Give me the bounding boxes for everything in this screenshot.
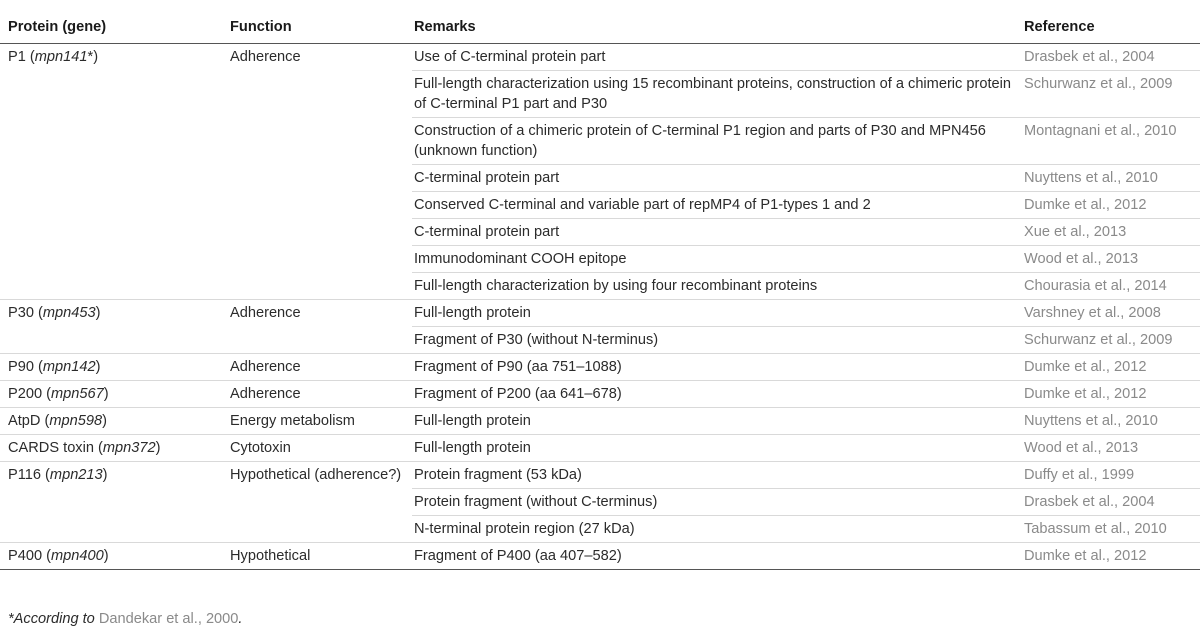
cell-function (222, 219, 412, 246)
cell-reference-link[interactable]: Nuyttens et al., 2010 (1024, 408, 1200, 435)
cell-protein (0, 165, 222, 192)
cell-function (222, 71, 412, 118)
table-row (0, 435, 1200, 462)
footnote-suffix: . (238, 611, 243, 627)
cell-function (222, 165, 412, 192)
cell-function: Hypothetical (222, 543, 412, 570)
cell-protein (0, 246, 222, 273)
table-row (0, 543, 1200, 570)
table-row (0, 462, 1200, 489)
cell-protein (0, 489, 222, 516)
header-reference: Reference (1024, 10, 1200, 44)
cell-protein (0, 273, 222, 300)
cell-remarks: Fragment of P90 (aa 751–1088) (412, 354, 1024, 381)
protein-name: P30 ( (8, 305, 43, 321)
table-row (0, 327, 1200, 354)
table-row (0, 71, 1200, 118)
cell-remarks: Full-length characterization using 15 recombinant proteins, construction of a chimeric protein of C-terminal P1 part and P30 (412, 71, 1024, 118)
table-row (0, 44, 1200, 71)
cell-protein (0, 300, 222, 327)
cell-reference-link[interactable]: Duffy et al., 1999 (1024, 462, 1200, 489)
cell-protein (0, 44, 222, 71)
table-row (0, 273, 1200, 300)
protein-suffix: ) (102, 467, 108, 483)
cell-reference-link[interactable]: Nuyttens et al., 2010 (1024, 165, 1200, 192)
cell-reference-link[interactable]: Xue et al., 2013 (1024, 219, 1200, 246)
cell-function (222, 118, 412, 165)
cell-function: Adherence (222, 381, 412, 408)
cell-remarks: Full-length protein (412, 435, 1024, 462)
cell-function: Adherence (230, 305, 301, 321)
cell-protein (0, 219, 222, 246)
table-row (0, 192, 1200, 219)
cell-remarks: Protein fragment (without C-terminus) (412, 489, 1024, 516)
cell-remarks: C-terminal protein part (412, 219, 1024, 246)
protein-name: AtpD ( (8, 413, 50, 429)
cell-protein (0, 381, 222, 408)
cell-remarks: Fragment of P200 (aa 641–678) (412, 381, 1024, 408)
table-row (0, 489, 1200, 516)
table-row (0, 408, 1200, 435)
header-function: Function (222, 10, 412, 44)
protein-suffix: ) (102, 413, 107, 429)
gene-name: mpn453 (42, 305, 96, 321)
cell-remarks: Full-length characterization by using four recombinant proteins (412, 273, 1024, 300)
cell-remarks: Full-length protein (412, 300, 1024, 327)
cell-function: Adherence (230, 49, 301, 65)
gene-name: mpn142 (42, 359, 96, 375)
table-row (0, 165, 1200, 192)
cell-function (222, 516, 412, 543)
cell-reference-link[interactable]: Montagnani et al., 2010 (1024, 118, 1200, 165)
cell-remarks: Construction of a chimeric protein of C-terminal P1 region and parts of P30 and MPN456 (unknown function) (412, 118, 1024, 165)
protein-suffix: ) (95, 305, 101, 321)
cell-protein (0, 71, 222, 118)
protein-suffix: *) (87, 49, 99, 65)
footnote-prefix: *According to (8, 611, 99, 627)
cell-remarks: C-terminal protein part (412, 165, 1024, 192)
cell-remarks: Fragment of P400 (aa 407–582) (412, 543, 1024, 570)
cell-function (222, 246, 412, 273)
protein-name: P116 ( (8, 467, 50, 483)
cell-remarks: Full-length protein (412, 408, 1024, 435)
cell-protein (0, 408, 222, 435)
protein-name: P400 ( (8, 548, 51, 564)
gene-name: mpn372 (102, 440, 156, 456)
gene-name: mpn213 (49, 467, 103, 483)
cell-remarks: Conserved C-terminal and variable part of repMP4 of P1-types 1 and 2 (412, 192, 1024, 219)
cell-reference-link[interactable]: Tabassum et al., 2010 (1024, 516, 1200, 543)
cell-reference-link[interactable]: Drasbek et al., 2004 (1024, 489, 1200, 516)
table-row (0, 516, 1200, 543)
table-row (0, 354, 1200, 381)
gene-name: mpn400 (51, 548, 104, 564)
protein-name: P90 ( (8, 359, 43, 375)
cell-function: Adherence (222, 354, 412, 381)
protein-suffix: ) (103, 386, 109, 402)
cell-remarks: Fragment of P30 (without N-terminus) (412, 327, 1024, 354)
cell-protein (0, 543, 222, 570)
gene-name: mpn598 (49, 413, 103, 429)
table-row (0, 118, 1200, 165)
protein-name: P1 ( (8, 49, 35, 65)
protein-name: CARDS toxin ( (8, 440, 103, 456)
cell-protein (0, 354, 222, 381)
table-row (0, 381, 1200, 408)
protein-suffix: ) (155, 440, 161, 456)
protein-suffix: ) (95, 359, 101, 375)
cell-protein (0, 516, 222, 543)
cell-function: Hypothetical (adherence?) (230, 467, 402, 483)
cell-remarks: Use of C-terminal protein part (412, 44, 1024, 71)
protein-name: P200 ( (8, 386, 51, 402)
table-header (0, 10, 1200, 44)
header-protein: Protein (gene) (0, 10, 222, 44)
cell-protein (0, 118, 222, 165)
gene-name: mpn567 (51, 386, 104, 402)
protein-table (0, 10, 1200, 570)
table-row (0, 246, 1200, 273)
cell-function (222, 273, 412, 300)
cell-reference-link[interactable]: Dumke et al., 2012 (1024, 381, 1200, 408)
cell-reference-link[interactable]: Chourasia et al., 2014 (1024, 273, 1200, 300)
cell-reference-link[interactable]: Dumke et al., 2012 (1024, 354, 1200, 381)
cell-reference-link[interactable]: Wood et al., 2013 (1024, 246, 1200, 273)
cell-reference-link[interactable]: Schurwanz et al., 2009 (1024, 327, 1200, 354)
cell-reference-link[interactable]: Wood et al., 2013 (1024, 435, 1200, 462)
cell-reference-link[interactable]: Varshney et al., 2008 (1024, 300, 1200, 327)
cell-remarks: N-terminal protein region (27 kDa) (412, 516, 1024, 543)
cell-function: Cytotoxin (222, 435, 412, 462)
header-row (0, 10, 1200, 44)
table-row (0, 219, 1200, 246)
cell-remarks: Immunodominant COOH epitope (412, 246, 1024, 273)
footnote-reference-link[interactable]: Dandekar et al., 2000 (98, 611, 239, 627)
cell-function (222, 327, 412, 354)
table-body (0, 44, 1200, 570)
footnote (8, 611, 242, 627)
cell-reference-link[interactable]: Schurwanz et al., 2009 (1024, 71, 1200, 118)
header-remarks: Remarks (412, 10, 1024, 44)
cell-protein (0, 327, 222, 354)
cell-function: Energy metabolism (222, 408, 412, 435)
gene-name: mpn141 (34, 49, 88, 65)
cell-protein (0, 462, 222, 489)
cell-reference-link[interactable]: Dumke et al., 2012 (1024, 543, 1200, 570)
protein-suffix: ) (103, 548, 109, 564)
cell-protein (0, 435, 222, 462)
cell-reference-link[interactable]: Drasbek et al., 2004 (1024, 44, 1200, 71)
cell-reference-link[interactable]: Dumke et al., 2012 (1024, 192, 1200, 219)
cell-function (222, 192, 412, 219)
table-row (0, 300, 1200, 327)
cell-remarks: Protein fragment (53 kDa) (412, 462, 1024, 489)
cell-protein (0, 192, 222, 219)
cell-function (222, 489, 412, 516)
